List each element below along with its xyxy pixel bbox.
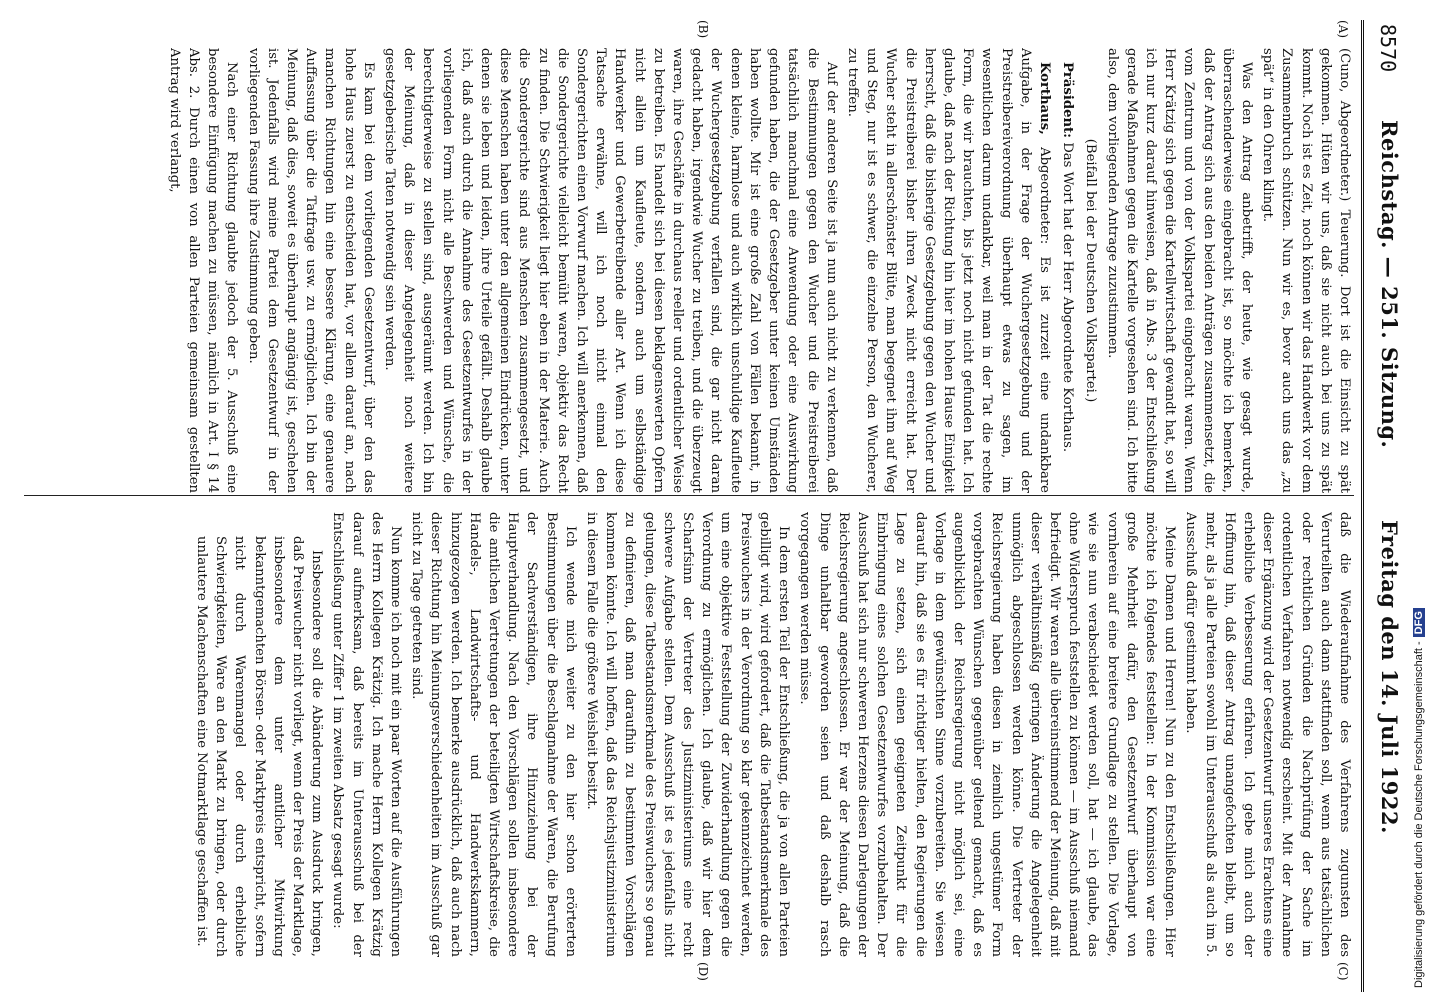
paragraph: Präsident: Das Wort hat der Herr Abgeordnete Korthaus. [1060,62,1076,453]
margin-marker-c: (C) [1336,962,1350,981]
column-divider [24,495,1354,496]
president-label: Präsident: [1060,62,1076,139]
paragraph: Es kam bei dem vorliegenden Gesetzentwurf, über den das hohe Haus zuerst zu entscheiden hat, vor allem darauf an, nach manchen Richtungen hin eine bessere Klärung, eine genauere Auffassung über die Tatfrage usw. zu ermöglichen. Ich bin der Meinung, daß dies, soweit es überhaupt angängig ist, geschehen ist. Jedenfalls wird meine Partei dem Gesetzentwurf in der vorliegenden Fassung ihre Zustimmung geben. [245,48,376,493]
margin-marker-b: (B) [696,20,710,39]
speaker-note: (Cuno, Abgeordneter.) [1337,48,1352,202]
margin-marker-a: (A) [1336,20,1350,39]
quoted-paragraph: Insbesondere soll die Abänderung zum Ausdruck bringen, daß Preiswucher nicht vorliegt, wenn der Preis der Marktlage, insbesondere dem unter amtlicher Mitwirkung bekanntgemachten Börsen- oder Marktpreis entspricht, sofern nicht durch Warenmangel oder durch erhebliche Schwierigkeiten, Ware an den Markt zu bringen, oder durch unlautere Machenschaften eine Notmarktlage geschaffen ist. [194,536,325,957]
left-text-column [24,48,1354,493]
left-running-title: Reichstag. — 251. Sitzung. [1377,120,1402,449]
paragraph: Nach einer Richtung glaubte jedoch der 5. Ausschuß eine besondere Einfügung machen zu müssen, nämlich in Art. I § 14 Abs. 2. Durch einen von allen Parteien gemeinsam gestellten Antrag wird verlangt, [166,48,240,493]
right-text-column [24,512,1354,957]
paragraph: Ich wende mich weiter zu den hier schon erörterten Bestimmungen über die Beschlagnahme der Waren, die Berufung der Sachverständigen, ihre Hinzuziehung bei der Hauptverhandlung. Nach den Vorschlägen sollen insbesondere die amtlichen Vertretungen der beteiligten Wirtschaftskreise, die Handels-, Landwirtschafts- und Handwerkskammern, hinzugezogen werden. Ich bemerke ausdrücklich, daß auch nach dieser Richtung hin Meinungsverschiedenheiten im Ausschuß gar nicht zu Tage getreten sind. [409,512,578,957]
paragraph: (Cuno, Abgeordneter.) Teuerung. Dort ist die Einsicht zu spät gekommen. Hüten wir uns, daß sie nicht auch bei uns zu spät kommt. Noch ist es Zeit, noch können wir das Handwerk vor dem Zusammenbruch schützen. Nun wir es, bevor auch uns das „zu spät“ in den Ohren klingt. [1260,48,1352,493]
paragraph: Meine Damen und Herren! Nun zu den Entschließungen. Hier möchte ich folgendes feststellen: In der Kommission war eine große Mehrheit dafür, den Gesetzentwurf überhaupt von vornherein auf eine breitere Grundlage zu stellen. Die Vorlage, wie sie nun verabschiedet werden soll, hat — ich glaube, das ohne Widerspruch feststellen zu können — im Ausschuß niemand befriedigt. Wir waren alle übereinstimmend der Meinung, daß mit dieser verhältnismäßig geringen Änderung die Angelegenheit unmöglich abgeschlossen werden könne. Die Vertreter der Reichsregierung haben diesen in ziemlich ungestümer Form vorgebrachten Wünschen gegenüber geltend gemacht, daß es augenblicklich der Reichsregierung nicht möglich sei, eine Vorlage in dem gewünschten Sinne vorzubereiten. Sie wiesen darauf hin, daß sie es für richtiger hielten, den Regierungen die Lage zu setzen, sich einen geeigneten Zeitpunkt für die Einbringung eines solchen Gesetzentwurfes vorzubehalten. Der Ausschuß hat sich nur schweren Herzens diesen Darlegungen der Reichsregierung angeschlossen. Er war der Meinung, daß die Dinge unhaltbar geworden seien und daß deshalb rasch vorgegangen werden müsse. [797,512,1178,957]
paragraph: In dem ersten Teil der Entschließung, die ja von allen Parteien gebilligt wird, wird gefordert, daß die Tatbestandsmerkmale des Preiswuchers in der Verordnung so klar gekennzeichnet werden, um eine objektive Feststellung der Zuwiderhandlung gegen die Verordnung zu ermöglichen. Ich glaube, daß wir hier dem Scharfsinn der Vertreter des Justizministeriums eine recht schwere Aufgabe stellen. Dem Ausschuß ist es jedenfalls nicht gelungen, diese Tatbestandsmerkmale des Preiswuchers so genau zu definieren, daß man daraufhin zu bestimmten Vorschlägen kommen könnte. Ich will hoffen, daß das Reichsjustizministerium in diesem Falle die größere Weisheit besitzt. [584,512,792,957]
paragraph: Korthaus, Abgeordneter: Es ist zurzeit eine undankbare Aufgabe, in der Frage der Wuchergesetzgebung und der Preistreibereiverordnung überhaupt etwas zu sagen, im wesentlichen darum undankbar, weil man in der Tat die rechte Form, die wir brauchten, bis jetzt noch nicht gefunden hat. Ich glaube, daß nach der Richtung hin hier im hohen Hause Einigkeit herrscht, daß die bisherige Gesetzgebung gegen den Wucher und die Preistreiberei bisher ihren Zweck nicht erreicht hat. Der Wucher steht in allerschönster Blüte, man begegnet ihm auf Weg und Steg, nur ist es schwer, die einzelne Person, den Wucherer, zu treffen. [844,48,1052,493]
credit-text: Digitalisierung gefördert durch die Deutsche Forschungsgemeinschaft - [1413,641,1425,988]
paragraph: Auf der anderen Seite ist ja nun auch nicht zu verkennen, daß die Bestimmungen gegen den Wucher und die Preistreiberei tatsächlich manchmal eine Anwendung oder eine Auswirkung gefunden haben, die der Gesetzgeber unter keinen Umständen haben wollte. Mir ist eine große Zahl von Fällen bekannt, in denen kleine, harmlose und auch wirklich unschuldige Kaufleute der Wuchergesetzgebung verfallen sind, die gar nicht daran gedacht haben, irgendwie Wucher zu treiben, und die überzeugt waren, ihre Geschäfte in durchaus reeller und ordentlicher Weise zu betreiben. Es handelt sich bei diesen beklagenswerten Opfern nicht allein um Kaufleute, sondern auch um selbständige Handwerker und Gewerbetreibende aller Art. Wenn ich diese Tatsache erwähne, will ich noch nicht einmal den Sondergerichten einen Vorwurf machen. Ich will anerkennen, daß die Sondergerichte vielleicht bemüht waren, objektiv das Recht zu finden. Die Schwierigkeit liegt hier eben in der Materie. Auch die Sondergerichte sind aus Menschen zusammengesetzt, und diese Menschen haben unter den allgemeinen Eindrücken, unter denen sie leben und leiden, ihre Urteile gefällt. Deshalb glaube ich, daß auch durch die Annahme des Gesetzentwurfes in der vorliegenden Form nicht alle Beschwerden und Wünsche, die berechtigterweise zu stellen sind, ausgeräumt werden. Ich bin der Meinung, daß in dieser Angelegenheit noch weitere gesetzgeberische Taten notwendig sein werden. [382,48,839,493]
right-running-title: Freitag den 14. Juli 1922. [1377,520,1402,834]
paragraph: daß die Wiederaufnahme des Verfahrens zugunsten des Verurteilten auch dann stattfinden soll, wenn aus tatsächlichen oder rechtlichen Gründen die Nachprüfung der Sache im ordentlichen Verfahren notwendig erscheint. Mit der Annahme dieser Ergänzung wird der Gesetzentwurf unseres Erachtens eine erhebliche Verbesserung erfahren. Ich gebe mich auch der Hoffnung hin, daß dieser Antrag unangefochten bleibt, um so mehr, als ja alle Parteien sowohl im Unterausschuß als auch im 5. Ausschuß dafür gestimmt haben. [1183,512,1352,957]
margin-marker-d: (D) [696,962,710,981]
dfg-logo: DFG [1413,608,1425,637]
applause-note: (Beifall bei der Deutschen Volkspartei.) [1083,138,1099,403]
speaker-name: Korthaus, [1036,62,1052,135]
paragraph: Was den Antrag anbetrifft, der heute, wie gesagt wurde, überraschenderweise eingebracht ist, so möchte ich bemerken, daß der Antrag sich aus den beiden Anträgen zusammensetzt, die vom Zentrum und von der Volkspartei eingebracht waren. Wenn Herr Krätzig sich gegen die Kartellwirtschaft gewandt hat, so will ich nur kurz darauf hinweisen, daß in Abs. 3 der Entschließung gerade Maßnahmen gegen die Kartelle vorgesehen sind. Ich bitte also, dem vorliegenden Antrage zuzustimmen. [1104,48,1254,493]
header-rule [1361,20,1364,992]
paragraph: Nun komme ich noch mit ein paar Worten auf die Ausführungen des Herrn Kollegen Krätzig. Ich mache Herrn Kollegen Krätzig darauf aufmerksam, daß bereits im Unterausschuß bei der Entschließung unter Ziffer 1 im zweiten Absatz gesagt wurde: [330,512,404,957]
page-number: 8570 [1376,24,1400,73]
digitization-credit [1404,6,1434,996]
